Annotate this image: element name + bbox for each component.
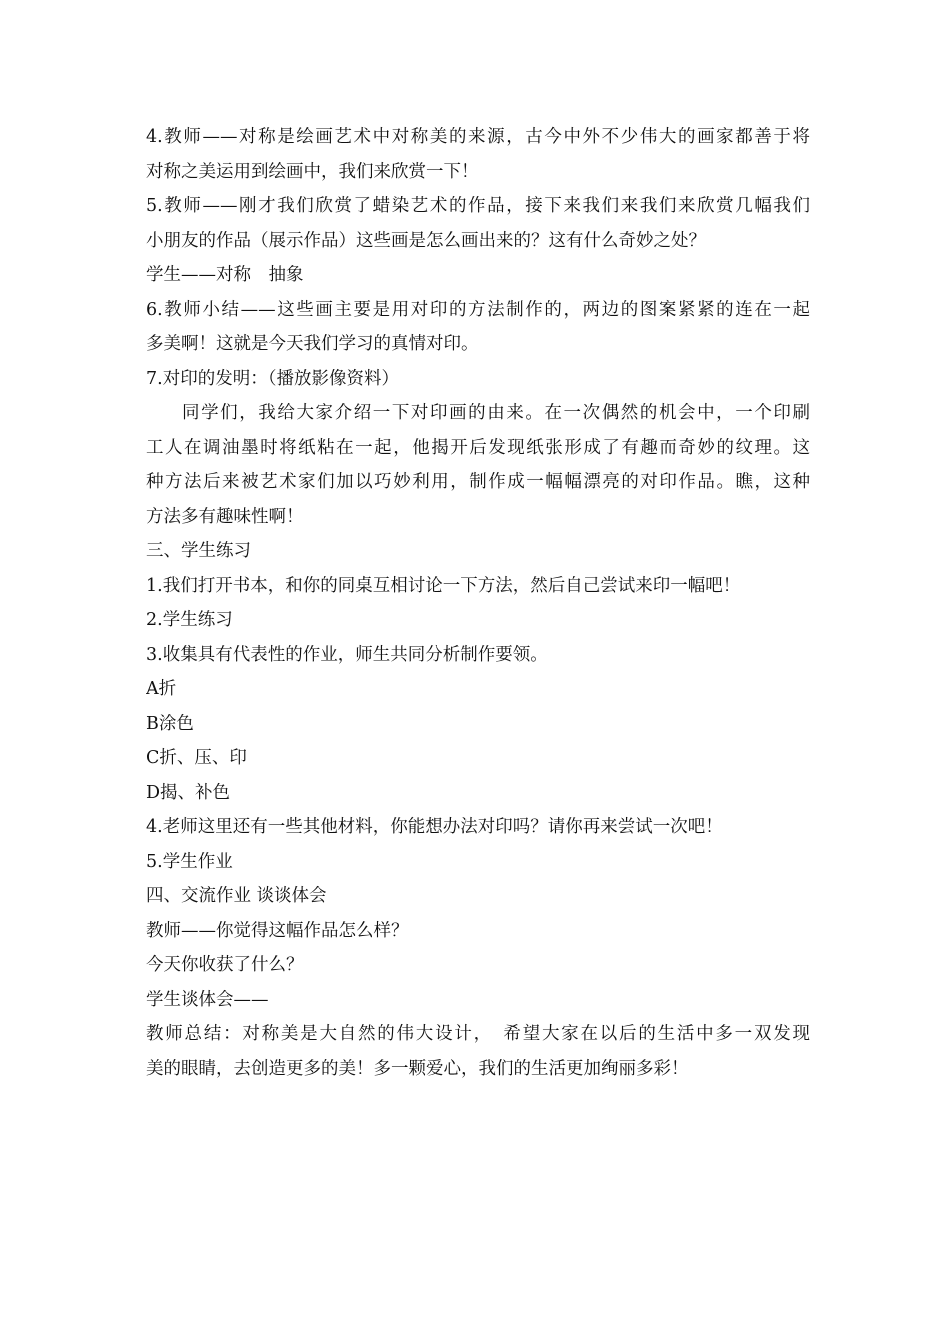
document-page — [146, 120, 810, 1086]
text-line: D揭、补色 — [146, 782, 231, 803]
text-line: 种方法后来被艺术家们加以巧妙利用，制作成一幅幅漂亮的对印作品。瞧，这种 — [146, 472, 810, 492]
text-line: 5.学生作业 — [146, 851, 233, 872]
text-line: 4.教师——对称是绘画艺术中对称美的来源，古今中外不少伟大的画家都善于将 — [146, 127, 810, 147]
text-line: 小朋友的作品（展示作品）这些画是怎么画出来的？这有什么奇妙之处？ — [146, 230, 706, 251]
text-line: 教师总结：对称美是大自然的伟大设计， 希望大家在以后的生活中多一双发现 — [146, 1024, 810, 1044]
text-line: 6.教师小结——这些画主要是用对印的方法制作的，两边的图案紧紧的连在一起 — [146, 299, 810, 320]
text-line: 学生——对称 抽象 — [146, 265, 304, 285]
text-line: B涂色 — [146, 713, 194, 734]
text-line: 对称之美运用到绘画中，我们来欣赏一下！ — [146, 161, 479, 182]
text-line: 2.学生练习 — [146, 610, 233, 630]
text-line: 方法多有趣味性啊！ — [146, 506, 304, 527]
text-line: A折 — [146, 679, 177, 699]
text-line: C折、压、印 — [146, 748, 247, 768]
text-line: 学生谈体会—— — [146, 989, 269, 1010]
text-line: 5.教师——刚才我们欣赏了蜡染艺术的作品，接下来我们来我们来欣赏几幅我们 — [146, 196, 810, 216]
text-line: 同学们，我给大家介绍一下对印画的由来。在一次偶然的机会中，一个印刷 — [182, 403, 810, 423]
text-line: 今天你收获了什么？ — [146, 955, 304, 975]
text-line: 4.老师这里还有一些其他材料，你能想办法对印吗？请你再来尝试一次吧！ — [146, 817, 723, 837]
text-line: 1.我们打开书本，和你的同桌互相讨论一下方法，然后自己尝试来印一幅吧！ — [146, 575, 741, 596]
text-line: 7.对印的发明：（播放影像资料） — [146, 368, 399, 389]
section-heading: 四、交流作业 谈谈体会 — [146, 886, 327, 906]
text-line: 多美啊！这就是今天我们学习的真情对印。 — [146, 334, 479, 354]
text-line: 工人在调油墨时将纸粘在一起，他揭开后发现纸张形成了有趣而奇妙的纹理。这 — [146, 437, 810, 458]
text-line: 教师——你觉得这幅作品怎么样？ — [146, 920, 409, 941]
text-line: 美的眼睛，去创造更多的美！多一颗爱心，我们的生活更加绚丽多彩！ — [146, 1058, 689, 1079]
text-line: 3.收集具有代表性的作业，师生共同分析制作要领。 — [146, 644, 548, 665]
section-heading: 三、学生练习 — [146, 541, 251, 561]
